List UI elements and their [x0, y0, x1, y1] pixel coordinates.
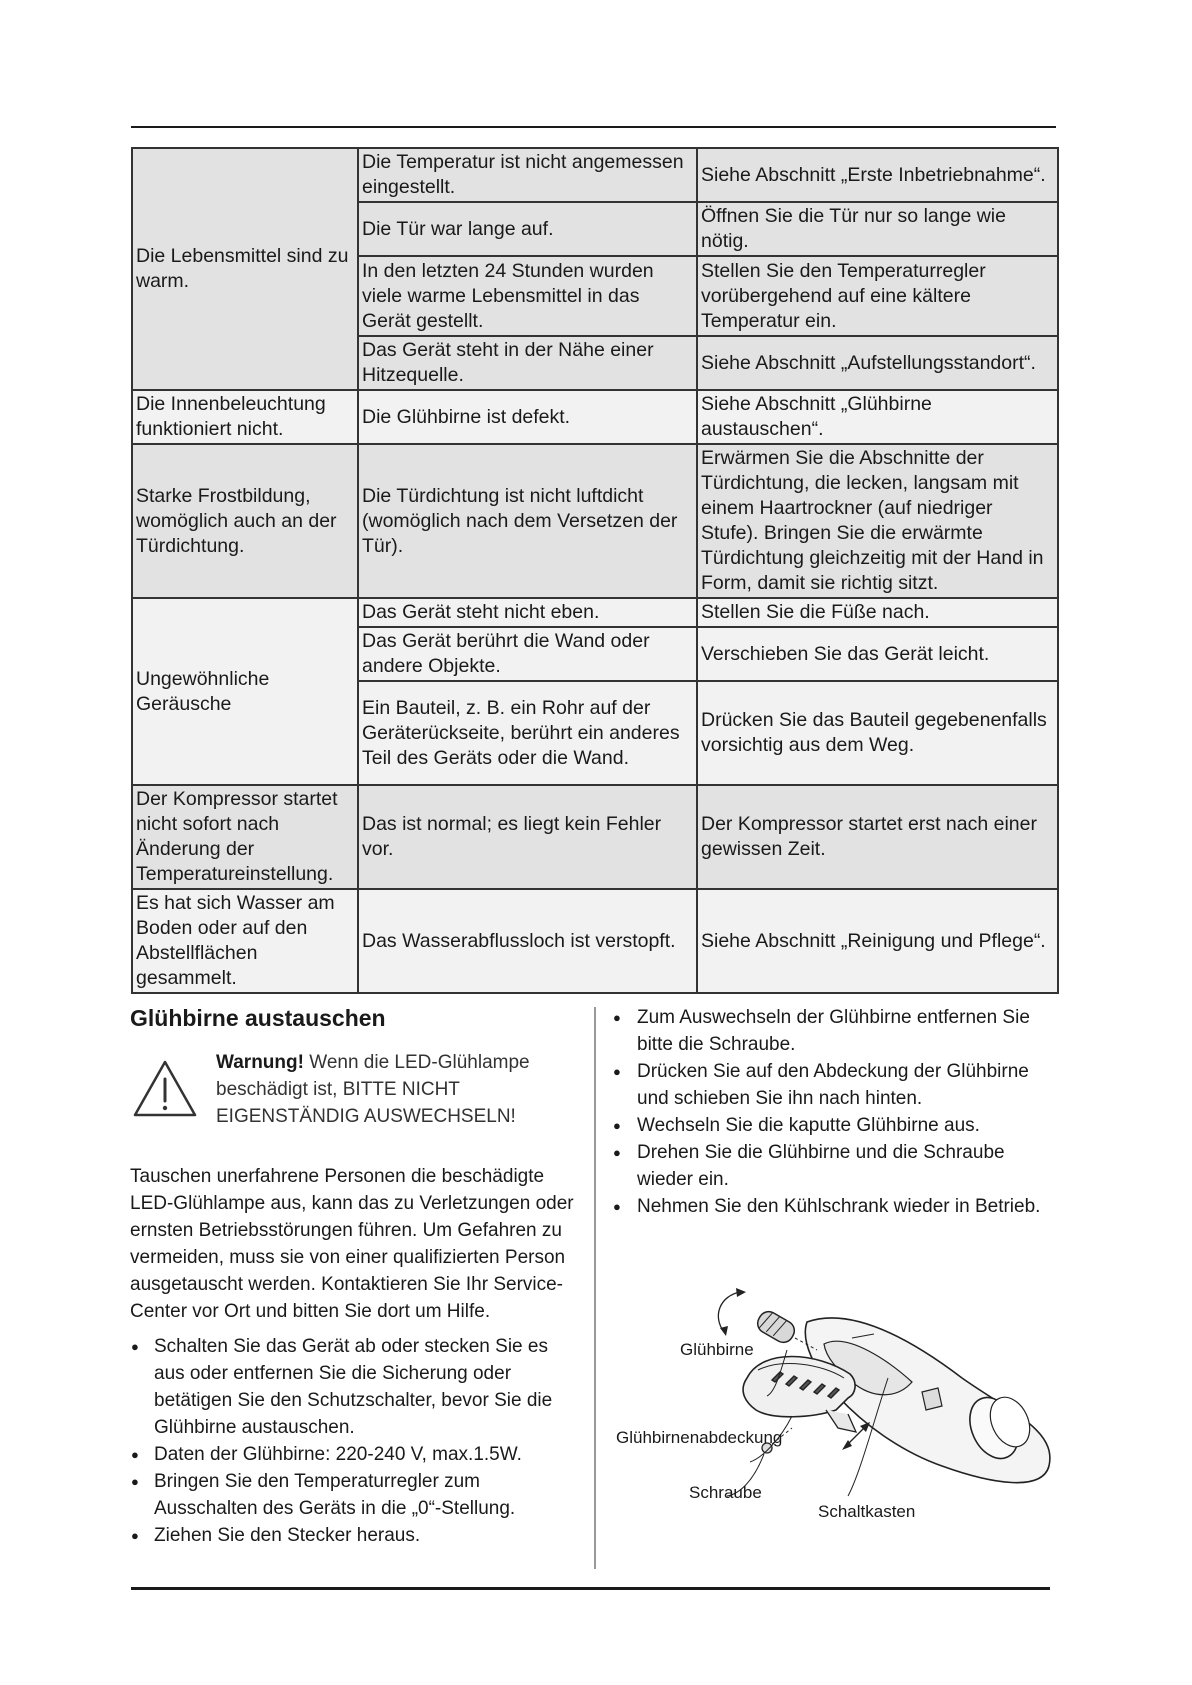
- list-item: ● Schalten Sie das Gerät ab oder stecken Sie es aus oder entfernen Sie die Sicherung oder betätigen Sie den Schutzschalter, bevor Sie die Glühbirne austauschen.: [130, 1333, 580, 1441]
- solution-cell: Stellen Sie die Füße nach.: [697, 598, 1058, 627]
- solution-cell: Stellen Sie den Temperaturregler vorübergehend auf eine kältere Temperatur ein.: [697, 256, 1058, 336]
- bottom-rule: [131, 1587, 1050, 1590]
- problem-cell: Ungewöhnliche Geräusche: [132, 598, 358, 785]
- problem-cell: Die Lebensmittel sind zu warm.: [132, 148, 358, 390]
- problem-cell: Der Kompressor startet nicht sofort nach Änderung der Temperatureinstellung.: [132, 785, 358, 889]
- table-row: [132, 390, 1058, 444]
- warning-text: [216, 1049, 576, 1130]
- right-bullet-list: [612, 1004, 1052, 1220]
- warning-label: Warnung!: [216, 1052, 304, 1073]
- solution-cell: Siehe Abschnitt „Glühbirne austauschen“.: [697, 390, 1058, 444]
- cause-cell: Das Gerät berührt die Wand oder andere Objekte.: [358, 627, 697, 681]
- troubleshooting-table: [131, 147, 1059, 994]
- problem-cell: Es hat sich Wasser am Boden oder auf den Abstellflächen gesammelt.: [132, 889, 358, 993]
- list-item: ● Drücken Sie auf den Abdeckung der Glühbirne und schieben Sie ihn nach hinten.: [612, 1058, 1052, 1112]
- top-rule: [131, 126, 1056, 128]
- table-row: [132, 148, 1058, 202]
- right-column: [612, 1004, 1052, 1220]
- solution-cell: Drücken Sie das Bauteil gegebenenfalls vorsichtig aus dem Weg.: [697, 681, 1058, 785]
- solution-cell: Siehe Abschnitt „Aufstellungsstandort“.: [697, 336, 1058, 390]
- cause-cell: Die Tür war lange auf.: [358, 202, 697, 256]
- problem-cell: Starke Frostbildung, womöglich auch an der Türdichtung.: [132, 444, 358, 598]
- warning-message: Wenn die LED-Glühlampe beschädigt ist, BITTE NICHT EIGENSTÄNDIG AUSWECHSELN!: [216, 1052, 530, 1127]
- cause-cell: Das Gerät steht in der Nähe einer Hitzequelle.: [358, 336, 697, 390]
- cause-cell: In den letzten 24 Stunden wurden viele warme Lebensmittel in das Gerät gestellt.: [358, 256, 697, 336]
- cause-cell: Die Türdichtung ist nicht luftdicht (womöglich nach dem Versetzen der Tür).: [358, 444, 697, 598]
- list-item: ● Ziehen Sie den Stecker heraus.: [130, 1522, 580, 1549]
- cause-cell: Das Gerät steht nicht eben.: [358, 598, 697, 627]
- table-row: [132, 785, 1058, 889]
- table-row: [132, 889, 1058, 993]
- warning-triangle-icon: [132, 1059, 198, 1119]
- cause-cell: Das Wasserabflussloch ist verstopft.: [358, 889, 697, 993]
- warning-block: [130, 1049, 580, 1130]
- list-item: ● Drehen Sie die Glühbirne und die Schraube wieder ein.: [612, 1139, 1052, 1193]
- solution-cell: Verschieben Sie das Gerät leicht.: [697, 627, 1058, 681]
- label-bulb: Glühbirne: [680, 1340, 754, 1359]
- label-screw: Schraube: [689, 1483, 762, 1502]
- table-row: [132, 598, 1058, 627]
- label-cover: Glühbirnenabdeckung: [616, 1428, 783, 1447]
- list-item: ● Nehmen Sie den Kühlschrank wieder in Betrieb.: [612, 1193, 1052, 1220]
- cause-cell: Die Temperatur ist nicht angemessen eingestellt.: [358, 148, 697, 202]
- section-title: Glühbirne austauschen: [130, 1005, 386, 1031]
- diagram-illustration: [612, 1270, 1062, 1540]
- left-bullet-list: [130, 1333, 580, 1549]
- column-divider: [594, 1007, 596, 1569]
- bulb-replacement-diagram: [612, 1270, 1062, 1540]
- solution-cell: Öffnen Sie die Tür nur so lange wie nötig.: [697, 202, 1058, 256]
- cause-cell: Ein Bauteil, z. B. ein Rohr auf der Geräterückseite, berührt ein anderes Teil des Geräts oder die Wand.: [358, 681, 697, 785]
- list-item: ● Wechseln Sie die kaputte Glühbirne aus.: [612, 1112, 1052, 1139]
- problem-cell: Die Innenbeleuchtung funktioniert nicht.: [132, 390, 358, 444]
- list-item: ● Daten der Glühbirne: 220-240 V, max.1.5W.: [130, 1441, 580, 1468]
- list-item: ● Bringen Sie den Temperaturregler zum Ausschalten des Geräts in die „0“-Stellung.: [130, 1468, 580, 1522]
- solution-cell: Der Kompressor startet erst nach einer gewissen Zeit.: [697, 785, 1058, 889]
- left-column: [130, 1003, 580, 1549]
- cause-cell: Die Glühbirne ist defekt.: [358, 390, 697, 444]
- table-row: [132, 444, 1058, 598]
- intro-paragraph: Tauschen unerfahrene Personen die beschädigte LED-Glühlampe aus, kann das zu Verletzungen oder ernsten Betriebsstörungen führen. Um Gefahren zu vermeiden, muss sie von einer qualifizierten Person ausgetauscht werden. Kontaktieren Sie Ihr Service-Center vor Ort und bitten Sie dort um Hilfe.: [130, 1166, 574, 1322]
- list-item: ● Zum Auswechseln der Glühbirne entfernen Sie bitte die Schraube.: [612, 1004, 1052, 1058]
- solution-cell: Siehe Abschnitt „Erste Inbetriebnahme“.: [697, 148, 1058, 202]
- solution-cell: Erwärmen Sie die Abschnitte der Türdichtung, die lecken, langsam mit einem Haartrockner (auf niedriger Stufe). Bringen Sie die erwärmte Türdichtung gleichzeitig mit der Hand in Form, damit sie richtig sitzt.: [697, 444, 1058, 598]
- cause-cell: Das ist normal; es liegt kein Fehler vor.: [358, 785, 697, 889]
- label-box: Schaltkasten: [818, 1502, 916, 1521]
- solution-cell: Siehe Abschnitt „Reinigung und Pflege“.: [697, 889, 1058, 993]
